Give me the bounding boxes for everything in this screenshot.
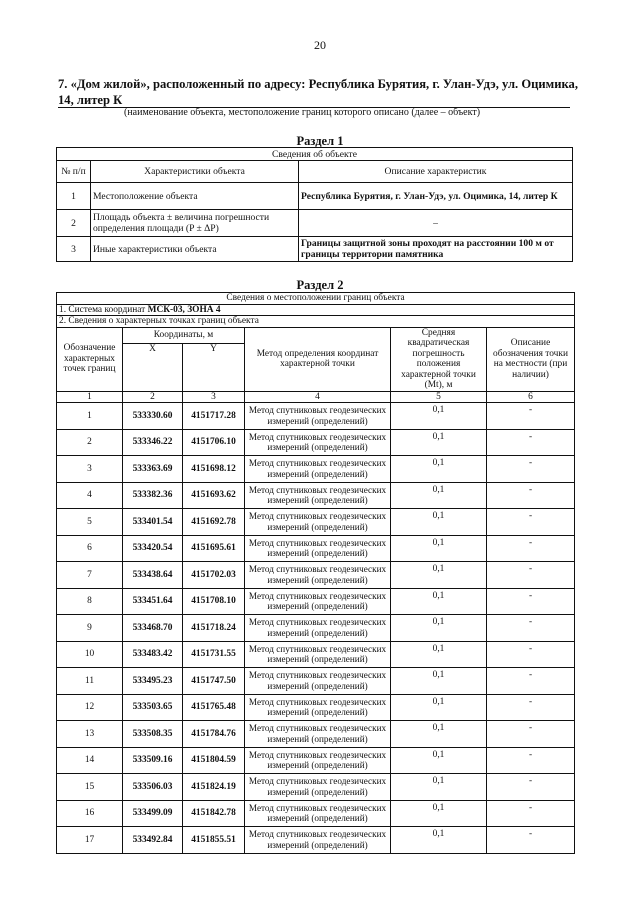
point-y: 4151804.59: [183, 747, 245, 774]
point-x: 533420.54: [123, 535, 183, 562]
points-body: [57, 403, 575, 854]
point-x: 533509.16: [123, 747, 183, 774]
header-x: X: [123, 343, 183, 391]
point-x: 533330.60: [123, 403, 183, 430]
point-description: -: [487, 588, 575, 615]
col-number: 5: [391, 391, 487, 403]
point-description: -: [487, 668, 575, 695]
point-accuracy: 0,1: [391, 747, 487, 774]
point-y: 4151708.10: [183, 588, 245, 615]
point-method: Метод спутниковых геодезических измерений (определений): [245, 535, 391, 562]
point-number: 1: [57, 403, 123, 430]
header-characteristics: Характеристики объекта: [91, 161, 299, 183]
section2-heading: Раздел 2: [296, 278, 344, 292]
table-row: [57, 641, 575, 668]
object-info-table: [56, 147, 573, 262]
header-designation: Обозначение характерных точек границ: [57, 327, 123, 391]
point-description: -: [487, 403, 575, 430]
point-description: -: [487, 456, 575, 483]
point-description: -: [487, 774, 575, 801]
point-number: 8: [57, 588, 123, 615]
points-caption: 2. Сведения о характерных точках границ объекта: [57, 316, 575, 328]
point-x: 533363.69: [123, 456, 183, 483]
row-description: Границы защитной зоны проходят на расстоянии 100 м от границы территории памятника: [299, 237, 573, 262]
point-y: 4151731.55: [183, 641, 245, 668]
point-x: 533346.22: [123, 429, 183, 456]
table-row: [57, 509, 575, 536]
row-num: 2: [57, 210, 91, 237]
point-y: 4151706.10: [183, 429, 245, 456]
row-characteristic: Иные характеристики объекта: [91, 237, 299, 262]
point-number: 3: [57, 456, 123, 483]
col-number: 3: [183, 391, 245, 403]
table-row: [57, 456, 575, 483]
point-method: Метод спутниковых геодезических измерений (определений): [245, 641, 391, 668]
point-description: -: [487, 721, 575, 748]
point-x: 533451.64: [123, 588, 183, 615]
point-number: 11: [57, 668, 123, 695]
point-description: -: [487, 509, 575, 536]
point-accuracy: 0,1: [391, 774, 487, 801]
point-y: 4151692.78: [183, 509, 245, 536]
point-number: 6: [57, 535, 123, 562]
table-row: [57, 694, 575, 721]
point-accuracy: 0,1: [391, 456, 487, 483]
point-number: 13: [57, 721, 123, 748]
point-y: 4151693.62: [183, 482, 245, 509]
point-x: 533495.23: [123, 668, 183, 695]
header-num: № п/п: [57, 161, 91, 183]
row-num: 1: [57, 183, 91, 210]
table-row: [57, 747, 575, 774]
point-y: 4151717.28: [183, 403, 245, 430]
table-row: [57, 721, 575, 748]
header-accuracy: Средняя квадратическая погрешность положения характерной точки (Mt), м: [391, 327, 487, 391]
point-number: 15: [57, 774, 123, 801]
point-y: 4151765.48: [183, 694, 245, 721]
table-row: [57, 800, 575, 827]
point-method: Метод спутниковых геодезических измерений (определений): [245, 509, 391, 536]
point-y: 4151702.03: [183, 562, 245, 589]
point-accuracy: 0,1: [391, 588, 487, 615]
col-number: 6: [487, 391, 575, 403]
point-y: 4151695.61: [183, 535, 245, 562]
section2-table-caption: Сведения о местоположении границ объекта: [57, 293, 575, 305]
header-point-description: Описание обозначения точки на местности (при наличии): [487, 327, 575, 391]
table-row: [57, 429, 575, 456]
point-accuracy: 0,1: [391, 694, 487, 721]
point-description: -: [487, 615, 575, 642]
boundary-points-table: [56, 292, 575, 854]
point-accuracy: 0,1: [391, 800, 487, 827]
header-y: Y: [183, 343, 245, 391]
row-num: 3: [57, 237, 91, 262]
point-x: 533438.64: [123, 562, 183, 589]
coordinate-system-prefix: 1. Система координат: [59, 304, 148, 315]
point-x: 533506.03: [123, 774, 183, 801]
coordinate-system-value: МСК-03, ЗОНА 4: [147, 304, 221, 315]
point-x: 533401.54: [123, 509, 183, 536]
header-description: Описание характеристик: [299, 161, 573, 183]
point-y: 4151842.78: [183, 800, 245, 827]
section1-table-caption: Сведения об объекте: [57, 148, 573, 161]
point-accuracy: 0,1: [391, 827, 487, 854]
point-description: -: [487, 482, 575, 509]
point-accuracy: 0,1: [391, 482, 487, 509]
point-accuracy: 0,1: [391, 615, 487, 642]
col-number: 2: [123, 391, 183, 403]
point-description: -: [487, 429, 575, 456]
point-method: Метод спутниковых геодезических измерений (определений): [245, 774, 391, 801]
point-x: 533508.35: [123, 721, 183, 748]
table-row: [57, 482, 575, 509]
col-number: 4: [245, 391, 391, 403]
col-number: 1: [57, 391, 123, 403]
page-number: 20: [314, 38, 326, 52]
title-subnote: (наименование объекта, местоположение границ которого описано (далее – объект): [124, 107, 481, 118]
point-method: Метод спутниковых геодезических измерений (определений): [245, 615, 391, 642]
point-method: Метод спутниковых геодезических измерений (определений): [245, 668, 391, 695]
table-row: [57, 535, 575, 562]
point-number: 7: [57, 562, 123, 589]
point-accuracy: 0,1: [391, 562, 487, 589]
point-accuracy: 0,1: [391, 509, 487, 536]
point-method: Метод спутниковых геодезических измерений (определений): [245, 747, 391, 774]
point-y: 4151824.19: [183, 774, 245, 801]
point-number: 2: [57, 429, 123, 456]
point-accuracy: 0,1: [391, 403, 487, 430]
point-accuracy: 0,1: [391, 721, 487, 748]
point-accuracy: 0,1: [391, 429, 487, 456]
point-method: Метод спутниковых геодезических измерений (определений): [245, 588, 391, 615]
point-x: 533468.70: [123, 615, 183, 642]
header-coordinates: Координаты, м: [123, 327, 245, 343]
table-row: [57, 588, 575, 615]
point-description: -: [487, 827, 575, 854]
point-accuracy: 0,1: [391, 668, 487, 695]
row-description: Республика Бурятия, г. Улан-Удэ, ул. Оцимика, 14, литер К: [299, 183, 573, 210]
point-x: 533492.84: [123, 827, 183, 854]
point-description: -: [487, 747, 575, 774]
point-y: 4151855.51: [183, 827, 245, 854]
point-x: 533499.09: [123, 800, 183, 827]
row-description: –: [299, 210, 573, 237]
point-accuracy: 0,1: [391, 641, 487, 668]
row-characteristic: Площадь объекта ± величина погрешности определения площади (P ± ΔP): [91, 210, 299, 237]
table-row: [57, 774, 575, 801]
header-method: Метод определения координат характерной точки: [245, 327, 391, 391]
point-description: -: [487, 562, 575, 589]
table-row: [57, 562, 575, 589]
point-number: 4: [57, 482, 123, 509]
point-method: Метод спутниковых геодезических измерений (определений): [245, 429, 391, 456]
point-number: 9: [57, 615, 123, 642]
row-characteristic: Местоположение объекта: [91, 183, 299, 210]
table-row: [57, 827, 575, 854]
point-number: 16: [57, 800, 123, 827]
point-y: 4151784.76: [183, 721, 245, 748]
point-number: 10: [57, 641, 123, 668]
point-y: 4151718.24: [183, 615, 245, 642]
point-y: 4151698.12: [183, 456, 245, 483]
coordinate-system: [57, 304, 575, 316]
point-number: 17: [57, 827, 123, 854]
point-x: 533483.42: [123, 641, 183, 668]
point-y: 4151747.50: [183, 668, 245, 695]
table-row: [57, 615, 575, 642]
object-title: 7. «Дом жилой», расположенный по адресу: Республика Бурятия, г. Улан-Удэ, ул. Оцимика, 14, литер К: [58, 77, 579, 107]
point-method: Метод спутниковых геодезических измерений (определений): [245, 694, 391, 721]
table-row: [57, 668, 575, 695]
point-method: Метод спутниковых геодезических измерений (определений): [245, 456, 391, 483]
point-method: Метод спутниковых геодезических измерений (определений): [245, 562, 391, 589]
point-x: 533503.65: [123, 694, 183, 721]
point-method: Метод спутниковых геодезических измерений (определений): [245, 827, 391, 854]
point-description: -: [487, 641, 575, 668]
point-method: Метод спутниковых геодезических измерений (определений): [245, 482, 391, 509]
point-method: Метод спутниковых геодезических измерений (определений): [245, 403, 391, 430]
point-description: -: [487, 694, 575, 721]
point-x: 533382.36: [123, 482, 183, 509]
point-method: Метод спутниковых геодезических измерений (определений): [245, 800, 391, 827]
point-number: 14: [57, 747, 123, 774]
point-number: 12: [57, 694, 123, 721]
section1-heading: Раздел 1: [296, 134, 344, 148]
point-description: -: [487, 535, 575, 562]
point-accuracy: 0,1: [391, 535, 487, 562]
point-description: -: [487, 800, 575, 827]
point-number: 5: [57, 509, 123, 536]
point-method: Метод спутниковых геодезических измерений (определений): [245, 721, 391, 748]
table-row: [57, 403, 575, 430]
